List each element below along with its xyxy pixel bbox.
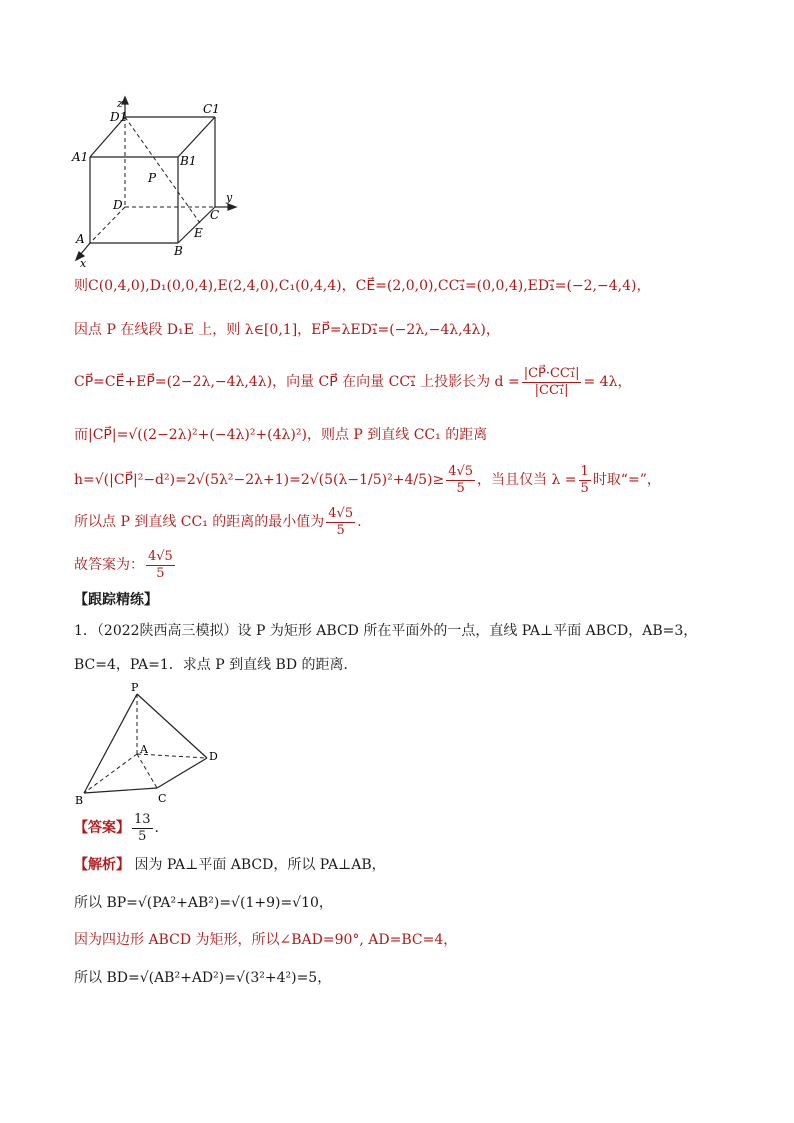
distance-denominator: 5	[456, 480, 465, 496]
answer-label: 【答案】	[74, 820, 130, 836]
minimum-period: .	[357, 514, 362, 530]
label-B1: B1	[180, 154, 197, 168]
distance-fraction	[446, 464, 475, 497]
minimum-fraction	[326, 506, 355, 539]
section-heading-text: 【跟踪精练】	[74, 592, 158, 608]
solution-line-distance	[74, 458, 661, 502]
label-B: B	[174, 244, 183, 258]
pyramid-figure	[72, 678, 232, 813]
final-answer-fraction	[146, 549, 175, 582]
analysis-line-1	[74, 855, 386, 875]
cube-figure	[70, 95, 245, 270]
lambda-denominator: 5	[580, 480, 589, 496]
equality-text: 时取“=”，	[592, 472, 661, 488]
answer-denominator: 5	[138, 828, 147, 844]
analysis-text-2: 所以 BP=√(PA²+AB²)=√(1+9)=√10，	[74, 895, 333, 911]
projection-text: CP⃗=CE⃗+EP⃗=(2−2λ,−4λ,4λ)，向量 CP⃗ 在向量 CC₁⃗ 上投影长为 d =	[74, 374, 520, 390]
lambda-fraction	[579, 464, 591, 497]
answer-line	[74, 808, 159, 848]
label-C2: C	[158, 792, 167, 805]
projection-numerator: |CP⃗·CC₁⃗|	[523, 365, 580, 381]
problem-line-1	[74, 621, 697, 641]
solution-line-cp-length	[74, 425, 487, 445]
solution-line-minimum	[74, 502, 362, 542]
analysis-text-3: 因为四边形 ABCD 为矩形，所以∠BAD=90°, AD=BC=4，	[74, 932, 458, 948]
label-A: A	[76, 232, 85, 246]
label-A1: A1	[72, 150, 89, 164]
label-C1: C1	[203, 102, 220, 116]
coords-text: 则C(0,4,0),D₁(0,0,4),E(2,4,0),C₁(0,4,4)，CE⃗=(2,0,0),CC₁⃗=(0,0,4),ED₁⃗=(−2,−4,4)，	[74, 278, 651, 294]
final-answer-numerator: 4√5	[148, 548, 173, 564]
analysis-label: 【解析】	[74, 857, 130, 873]
label-D2: D	[209, 750, 218, 763]
label-z: z	[117, 97, 123, 110]
distance-text: h=√(|CP⃗|²−d²)=2√(5λ²−2λ+1)=2√(5(λ−1/5)²+4/5)≥	[74, 472, 445, 488]
minimum-numerator: 4√5	[328, 505, 354, 521]
cp-length-text: 而|CP⃗|=√((2−2λ)²+(−4λ)²+(4λ)²)，则点 P 到直线 CC₁ 的距离	[74, 427, 488, 443]
answer-period: .	[154, 820, 159, 836]
projection-fraction	[522, 366, 582, 399]
label-y: y	[226, 191, 233, 204]
analysis-line-4	[74, 968, 331, 988]
lambda-numerator: 1	[580, 463, 589, 479]
solution-line-coords	[74, 276, 650, 296]
analysis-text-1: 因为 PA⊥平面 ABCD，所以 PA⊥AB，	[134, 857, 386, 873]
label-E: E	[194, 226, 203, 240]
label-D1: D1	[110, 110, 128, 124]
problem-text-1: 1．（2022陕西高三模拟）设 P 为矩形 ABCD 所在平面外的一点，直线 PA⊥平面 ABCD，AB=3，	[74, 623, 698, 639]
answer-fraction	[132, 812, 153, 845]
analysis-line-3	[74, 930, 457, 950]
label-P2: P	[131, 681, 139, 694]
projection-denominator: |CC₁⃗|	[534, 382, 569, 398]
minimum-denominator: 5	[336, 522, 345, 538]
analysis-line-2	[74, 893, 333, 913]
final-answer-denominator: 5	[156, 565, 165, 581]
answer-numerator: 13	[134, 811, 151, 827]
problem-text-2: BC=4，PA=1．求点 P 到直线 BD 的距离．	[74, 657, 358, 673]
minimum-text: 所以点 P 到直线 CC₁ 的距离的最小值为	[74, 514, 325, 530]
final-answer-label: 故答案为：	[74, 557, 144, 573]
label-C: C	[210, 208, 220, 222]
final-answer-line	[74, 545, 177, 585]
solution-line-projection	[74, 360, 631, 404]
analysis-text-4: 所以 BD=√(AB²+AD²)=√(3²+4²)=5，	[74, 970, 332, 986]
distance-numerator: 4√5	[448, 463, 474, 479]
section-heading	[74, 590, 158, 610]
projection-result: = 4λ，	[583, 374, 632, 390]
equality-condition: ，当且仅当 λ =	[477, 472, 577, 488]
label-x: x	[80, 257, 87, 270]
label-A2: A	[140, 743, 148, 756]
label-P: P	[148, 171, 157, 185]
label-D: D	[113, 198, 123, 212]
label-B2: B	[75, 794, 84, 807]
solution-line-ep	[74, 320, 500, 340]
problem-line-2	[74, 655, 358, 675]
ep-text: 因点 P 在线段 D₁E 上，则 λ∈[0,1]，EP⃗=λED₁⃗=(−2λ,−4λ,4λ)，	[74, 322, 500, 338]
